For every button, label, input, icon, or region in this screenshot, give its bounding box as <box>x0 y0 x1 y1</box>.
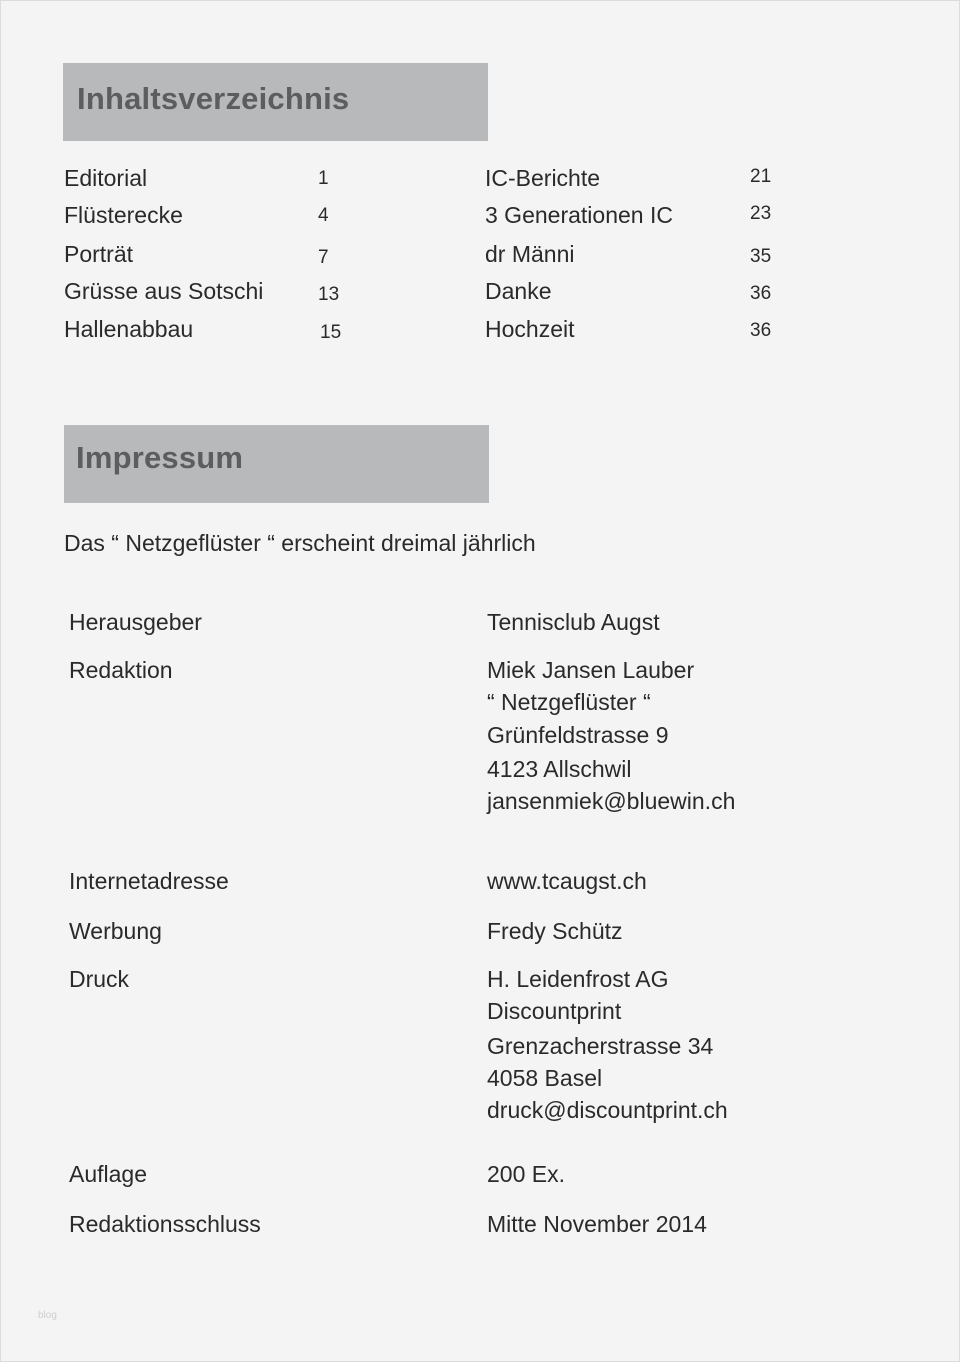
toc-entry-title: Hochzeit <box>485 316 575 342</box>
druck-line: Discountprint <box>487 998 622 1024</box>
redaktionsschluss-value: Mitte November 2014 <box>487 1211 707 1237</box>
toc-entry-title: Danke <box>485 278 552 304</box>
toc-entry-page: 1 <box>318 168 329 189</box>
toc-header <box>63 63 488 141</box>
redaktionsschluss-label: Redaktionsschluss <box>69 1211 261 1237</box>
redaktion-line: Miek Jansen Lauber <box>487 657 695 683</box>
toc-entry-page: 4 <box>318 205 329 226</box>
toc-entry-title: Porträt <box>64 241 134 267</box>
toc-entry-page: 35 <box>750 246 772 267</box>
impressum-intro: Das “ Netzgeflüster “ erscheint dreimal jährlich <box>64 530 536 556</box>
toc-title: Inhaltsverzeichnis <box>77 81 350 116</box>
druck-email: druck@discountprint.ch <box>487 1097 728 1123</box>
redaktion-email: jansenmiek@bluewin.ch <box>487 788 736 814</box>
toc-entry-title: IC-Berichte <box>485 165 601 191</box>
impressum-header <box>64 425 489 503</box>
toc-entry-title: Editorial <box>64 165 148 191</box>
toc-entry-title: 3 Generationen IC <box>485 202 673 228</box>
toc-entry-title: Hallenabbau <box>64 316 194 342</box>
toc-entry-title: Grüsse aus Sotschi <box>64 278 264 304</box>
redaktion-line: “ Netzgeflüster “ <box>487 689 651 715</box>
druck-line: 4058 Basel <box>487 1065 603 1091</box>
toc-entry-page: 7 <box>318 247 329 268</box>
watermark: blog <box>38 1310 57 1321</box>
toc-entry-title: Flüsterecke <box>64 202 183 228</box>
werbung-label: Werbung <box>69 918 162 944</box>
toc-entry-page: 15 <box>320 322 342 343</box>
herausgeber-value: Tennisclub Augst <box>487 609 660 635</box>
werbung-value: Fredy Schütz <box>487 918 623 944</box>
redaktion-line: Grünfeldstrasse 9 <box>487 722 669 748</box>
toc-entry-page: 36 <box>750 283 772 304</box>
druck-line: H. Leidenfrost AG <box>487 966 669 992</box>
druck-label: Druck <box>69 966 130 992</box>
auflage-value: 200 Ex. <box>487 1161 565 1187</box>
toc-entry-page: 21 <box>750 166 772 187</box>
toc-entry-page: 36 <box>750 320 772 341</box>
toc-entry-title: dr Männi <box>485 241 575 267</box>
herausgeber-label: Herausgeber <box>69 609 202 635</box>
toc-entry-page: 13 <box>318 284 340 305</box>
redaktion-label: Redaktion <box>69 657 173 683</box>
toc-entry-page: 23 <box>750 203 772 224</box>
internet-label: Internetadresse <box>69 868 229 894</box>
auflage-label: Auflage <box>69 1161 148 1187</box>
impressum-title: Impressum <box>76 440 244 475</box>
redaktion-line: 4123 Allschwil <box>487 756 632 782</box>
druck-line: Grenzacherstrasse 34 <box>487 1033 714 1059</box>
internet-value: www.tcaugst.ch <box>487 868 647 894</box>
